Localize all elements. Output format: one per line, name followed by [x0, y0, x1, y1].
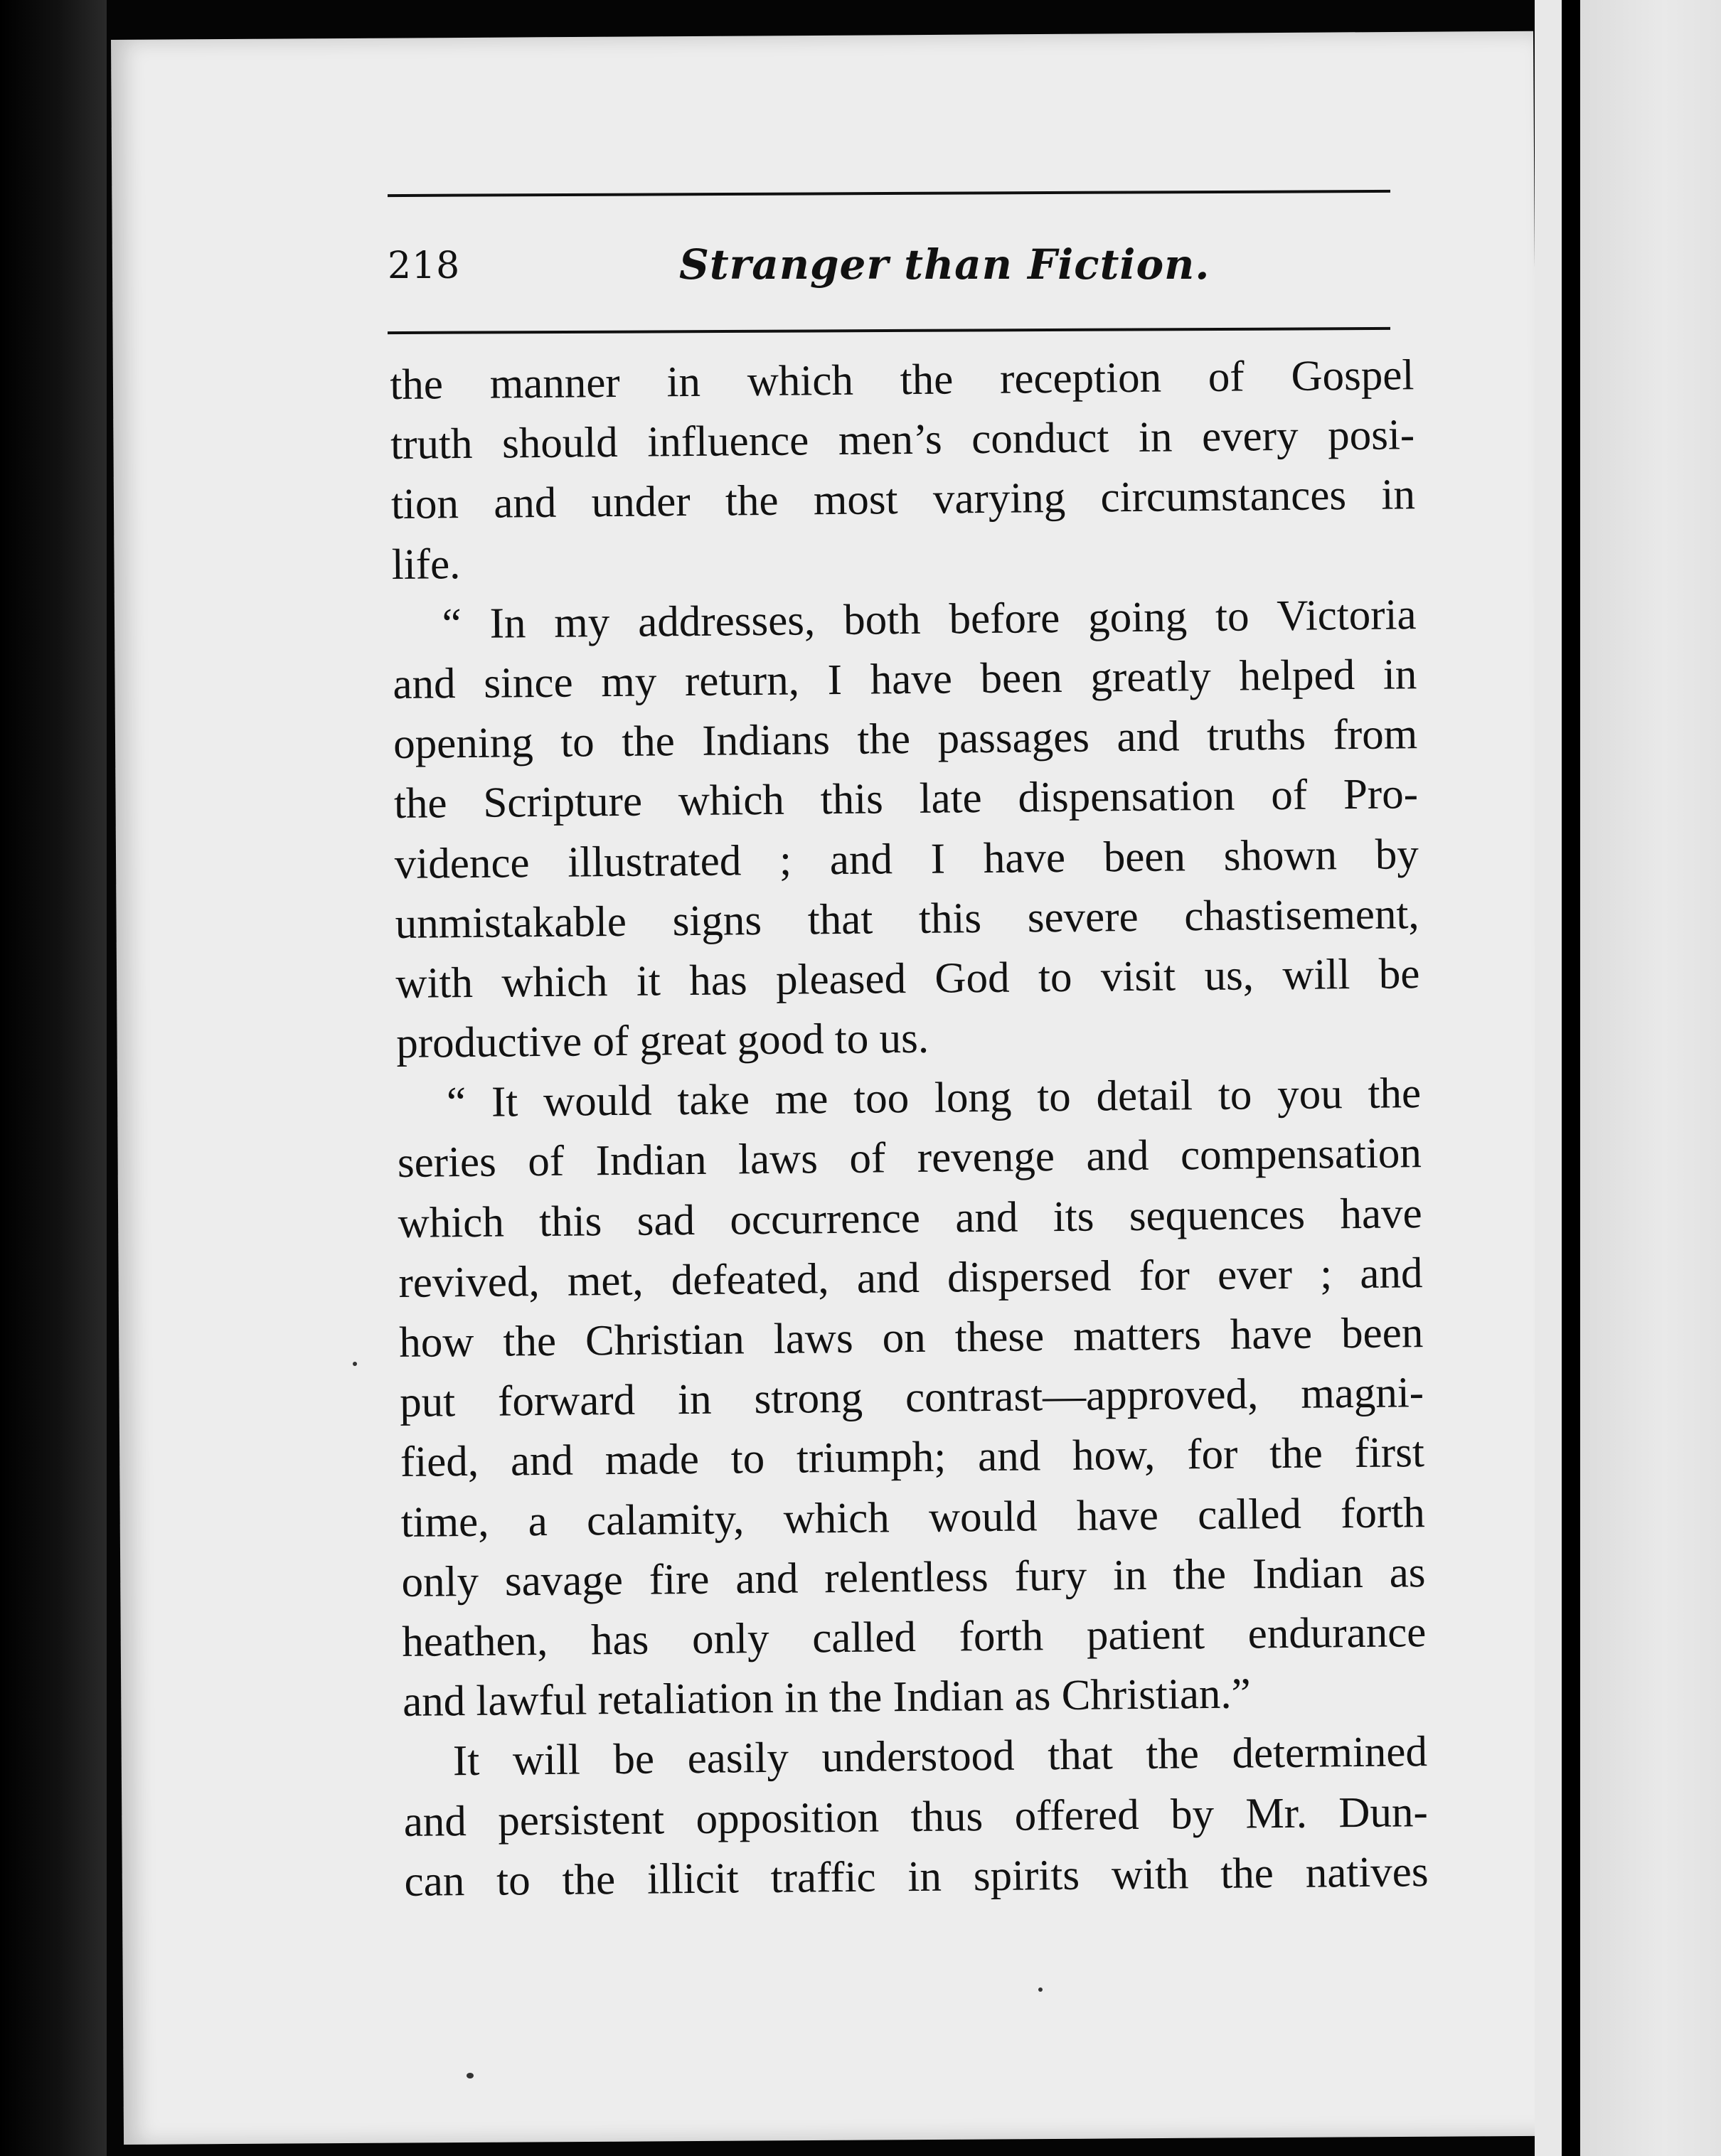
left-binding-shadow — [0, 0, 107, 2156]
text-line: the manner in which the reception of Gospel — [390, 351, 1414, 409]
text-line: “ In my addresses, both before going to Victoria — [442, 590, 1417, 649]
text-line: which this sad occurrence and its sequences have — [398, 1189, 1422, 1247]
page-number: 218 — [388, 245, 461, 287]
text-line: tion and under the most varying circumstances in — [390, 471, 1416, 529]
text-line: unmistakable signs that this severe chastisement, — [395, 890, 1419, 948]
text-line: truth should influence men’s conduct in every posi- — [390, 411, 1415, 469]
spine-edge — [1562, 0, 1580, 2156]
text-line: put forward in strong contrast—approved, magni- — [399, 1369, 1424, 1427]
text-line: It will be easily understood that the determined — [452, 1728, 1428, 1786]
text-line: how the Christian laws on these matters have been — [399, 1309, 1424, 1367]
scan-speck — [1038, 1987, 1043, 1992]
text-line: revived, met, defeated, and dispersed for ever ; and — [398, 1249, 1423, 1307]
running-title: Stranger than Fiction. — [679, 240, 1210, 289]
text-line: and lawful retaliation in the Indian as Christian.” — [402, 1670, 1251, 1727]
text-line: fied, and made to triumph; and how, for the first — [400, 1429, 1425, 1487]
text-line: the Scripture which this late dispensation of Pro- — [393, 770, 1419, 828]
page-gutter — [1535, 0, 1563, 2156]
text-line: and since my return, I have been greatly helped in — [393, 651, 1417, 708]
text-line: and persistent opposition thus offered by Mr. Dun- — [403, 1788, 1429, 1846]
text-line: heathen, has only called forth patient endurance — [402, 1608, 1427, 1666]
body-text — [390, 346, 1429, 1912]
text-line: “ It would take me too long to detail to you the — [446, 1069, 1422, 1127]
text-line: time, a calamity, which would have called forth — [400, 1488, 1426, 1547]
running-header — [388, 235, 1390, 306]
text-line: only savage fire and relentless fury in the Indian as — [401, 1548, 1426, 1606]
scan-speck — [353, 1362, 357, 1366]
text-line: with which it has pleased God to visit us, will be — [395, 950, 1420, 1008]
text-line: can to the illicit traffic in spirits with the natives — [404, 1847, 1429, 1906]
text-line: vidence illustrated ; and I have been shown by — [394, 830, 1419, 888]
scan-speck — [467, 2073, 474, 2078]
text-line: opening to the Indians the passages and truths from — [393, 710, 1418, 769]
text-line: series of Indian laws of revenge and compensation — [397, 1129, 1422, 1188]
facing-page-edge — [1580, 0, 1721, 2156]
text-line: productive of great good to us. — [395, 1014, 929, 1068]
text-line: life. — [391, 540, 461, 589]
